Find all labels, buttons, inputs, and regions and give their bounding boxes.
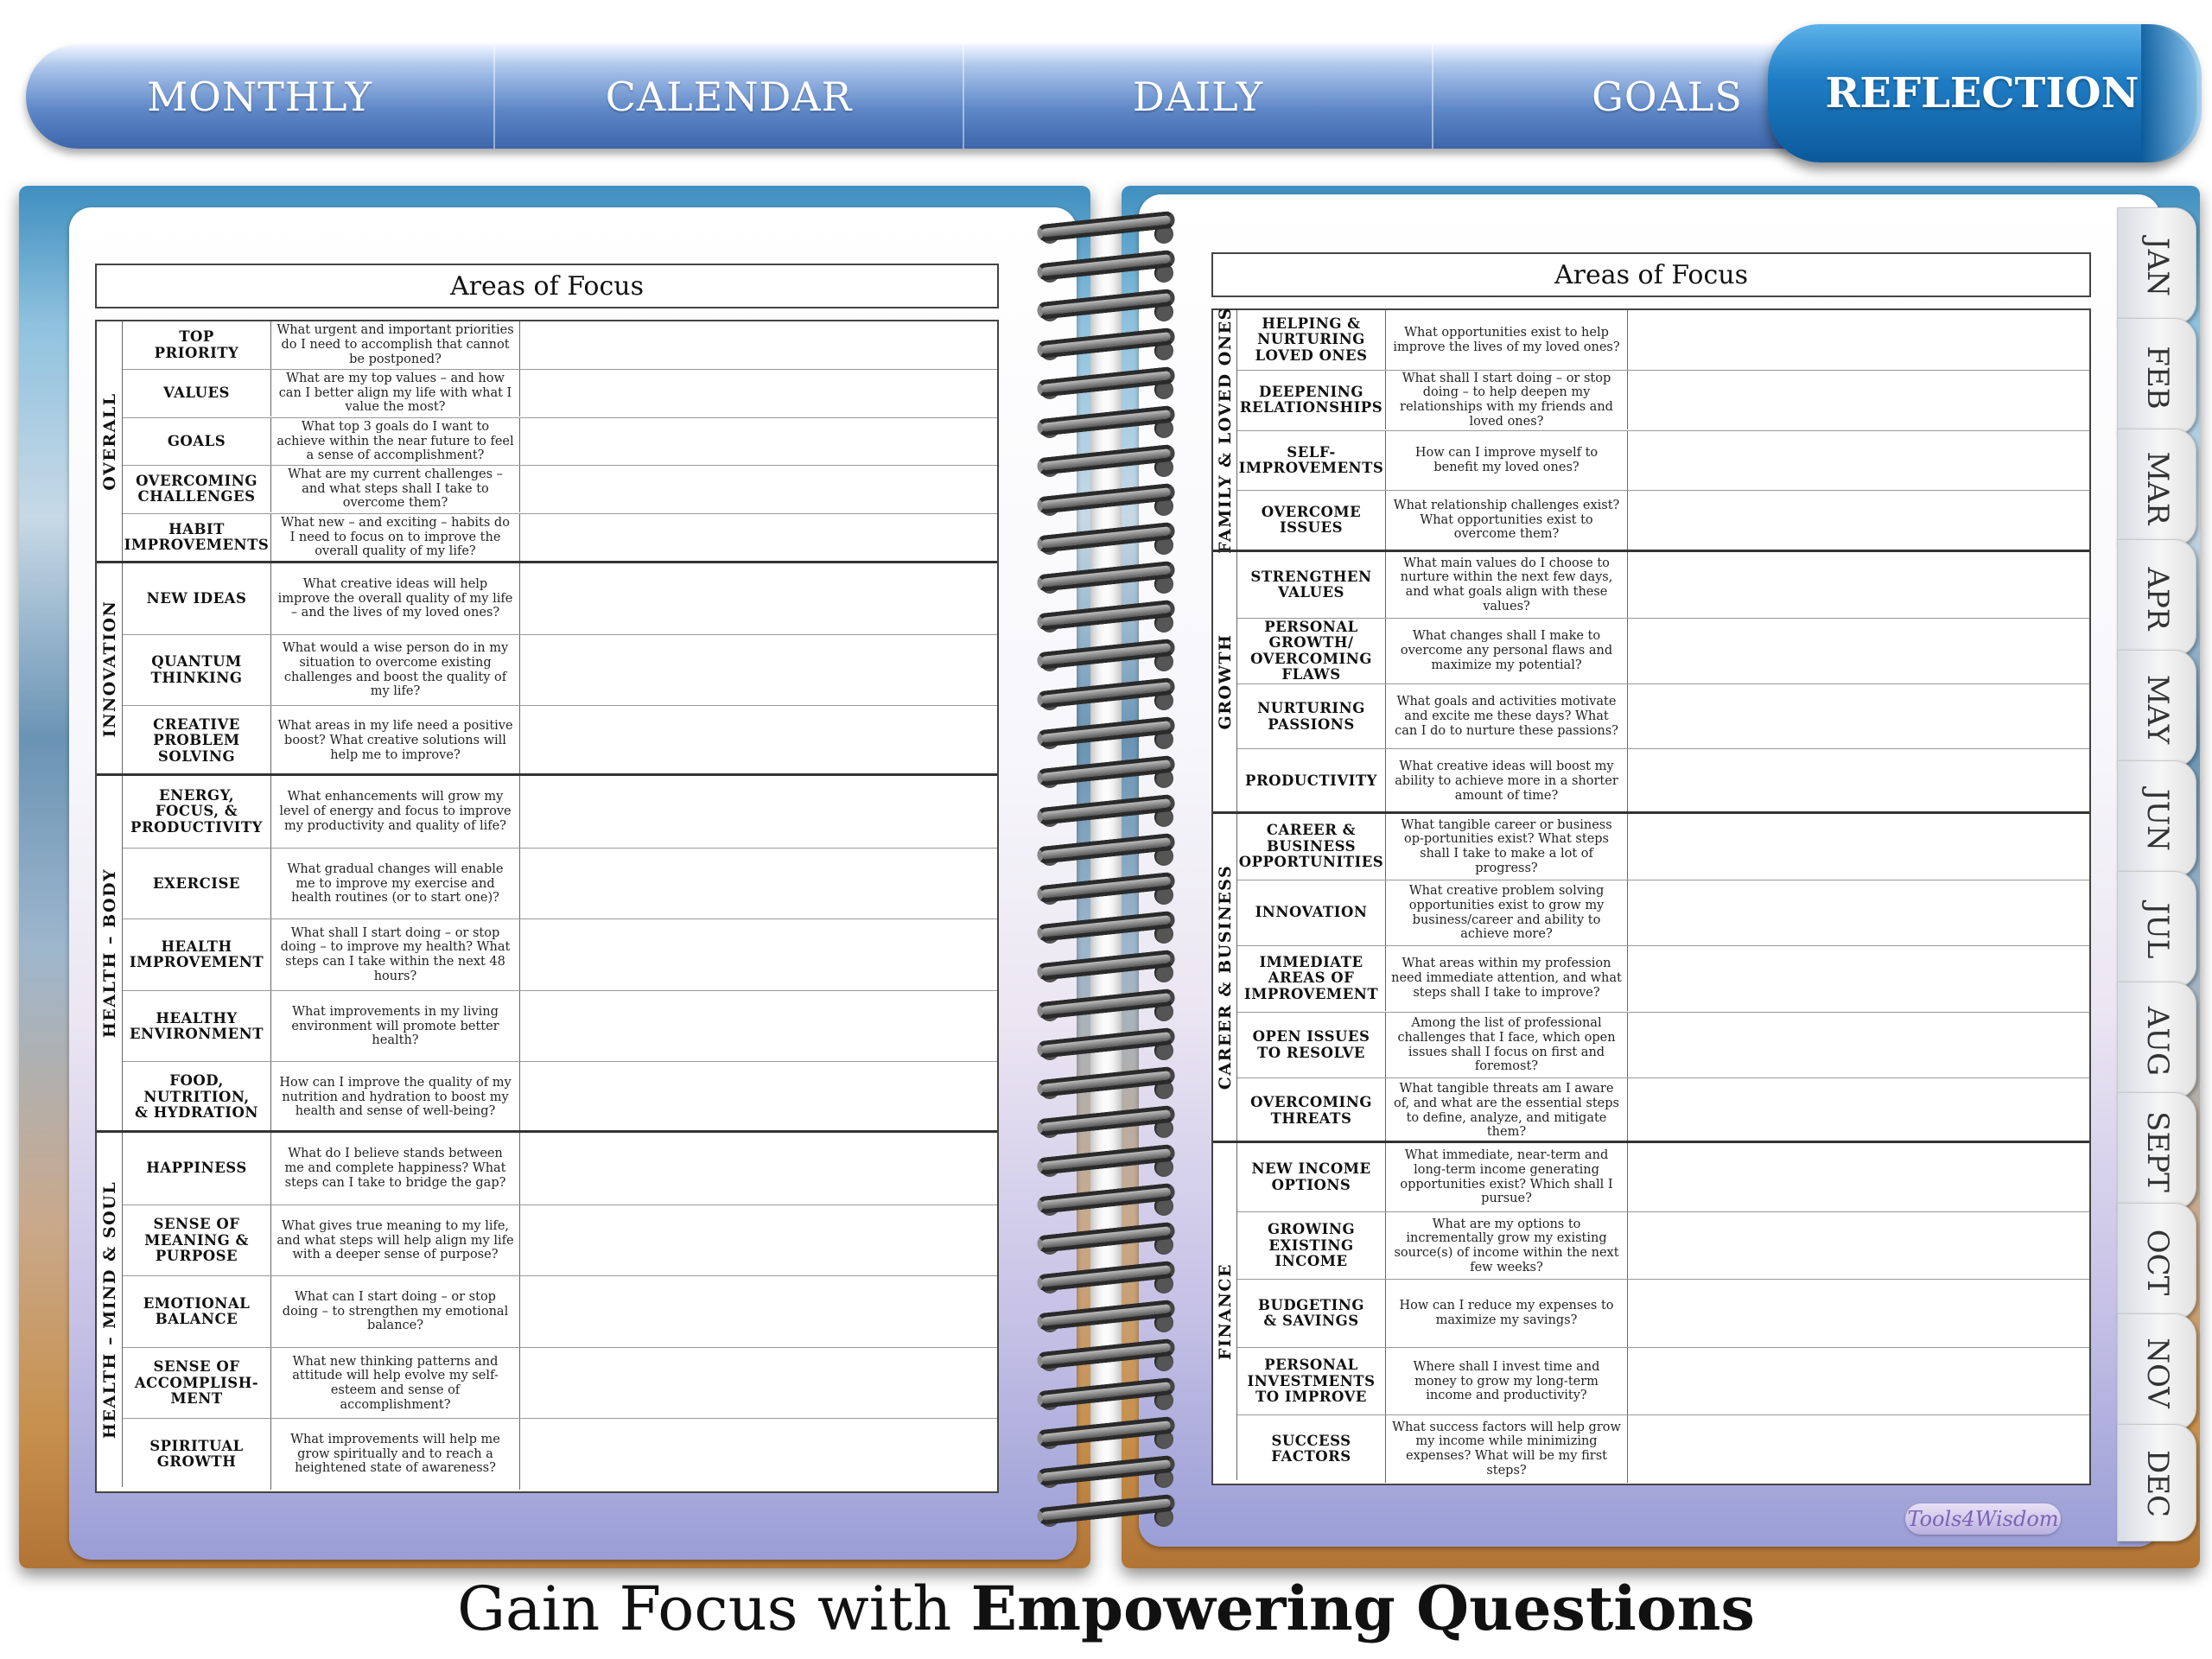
question-text: What creative ideas will boost my ability to achieve more in a shorter amount of time? <box>1386 749 1628 814</box>
topic-label: OVERCOMING CHALLENGES <box>123 466 271 512</box>
table-row <box>123 1133 997 1205</box>
section-label <box>97 321 123 561</box>
topic-label: SPIRITUAL GROWTH <box>123 1419 271 1490</box>
question-text: How can I reduce my expenses to maximize my savings? <box>1386 1280 1628 1347</box>
section-health-body <box>97 773 997 1130</box>
month-tab-jul[interactable] <box>2117 871 2196 988</box>
topic-label: SUCCESS FACTORS <box>1237 1415 1386 1483</box>
topic-label: OVERCOME ISSUES <box>1237 491 1386 550</box>
section-career-business <box>1213 811 2089 1141</box>
answer-field[interactable] <box>520 418 997 465</box>
month-tab-label: JAN <box>2140 238 2175 296</box>
topic-label: HABIT IMPROVEMENTS <box>123 514 271 561</box>
topic-label: OVERCOMING THREATS <box>1237 1078 1386 1143</box>
section-label-text: GROWTH <box>1215 633 1235 730</box>
question-text: What gradual changes will enable me to improve my exercise and health routines (or to start one)? <box>271 849 520 919</box>
answer-field[interactable] <box>520 514 997 561</box>
topic-label: GOALS <box>123 418 271 465</box>
table-row <box>1237 430 2089 490</box>
table-row <box>1237 945 2089 1011</box>
topic-label: NEW INCOME OPTIONS <box>1237 1143 1386 1211</box>
table-row <box>123 1347 997 1419</box>
month-tab-jun[interactable] <box>2117 760 2196 878</box>
section-label-text: HEALTH – BODY <box>99 868 119 1039</box>
topic-label: HELPING & NURTURING LOVED ONES <box>1237 310 1386 370</box>
section-label-text: FINANCE <box>1215 1263 1235 1360</box>
topic-label: NEW IDEAS <box>123 563 271 634</box>
topic-label: PERSONAL INVESTMENTS TO IMPROVE <box>1237 1348 1386 1415</box>
topic-label: CREATIVE PROBLEM SOLVING <box>123 706 271 776</box>
focus-table-left <box>95 320 999 1493</box>
answer-field[interactable] <box>520 706 997 776</box>
topic-label: SENSE OF MEANING & PURPOSE <box>123 1205 271 1276</box>
month-tab-label: DEC <box>2140 1449 2175 1518</box>
topic-label: PRODUCTIVITY <box>1237 749 1386 814</box>
answer-field[interactable] <box>520 635 997 705</box>
table-row <box>1237 1012 2089 1077</box>
answer-field[interactable] <box>520 776 997 848</box>
answer-field[interactable] <box>1628 1078 2089 1143</box>
answer-field[interactable] <box>520 1419 997 1490</box>
table-row <box>123 563 997 634</box>
month-tab-feb[interactable] <box>2117 318 2196 435</box>
question-text: What shall I start doing – or stop doing – to improve my health? What steps can I take within the next 48 hours? <box>271 919 520 990</box>
table-row <box>1237 1347 2089 1415</box>
topic-label: EXERCISE <box>123 849 271 919</box>
month-tab-label: MAY <box>2140 674 2175 745</box>
question-text: What tangible threats am I aware of, and what are the essential steps to define, analyze, and mitigate them? <box>1386 1078 1628 1143</box>
month-tab-label: MAR <box>2140 451 2175 525</box>
table-row <box>123 369 997 416</box>
topic-label: STRENGTHEN VALUES <box>1237 552 1386 618</box>
topic-label: DEEPENING RELATIONSHIPS <box>1237 371 1386 429</box>
section-label <box>1213 1143 1237 1480</box>
table-row <box>123 776 997 848</box>
topic-label: CAREER & BUSINESS OPPORTUNITIES <box>1237 814 1386 880</box>
table-row <box>1237 490 2089 550</box>
table-row <box>123 918 997 990</box>
tab-curl-decoration <box>2141 24 2202 162</box>
table-row <box>123 321 997 369</box>
section-growth <box>1213 550 2089 811</box>
question-text: What do I believe stands between me and complete happiness? What steps can I take to bridge the gap? <box>271 1133 520 1205</box>
answer-field[interactable] <box>1628 552 2089 618</box>
answer-field[interactable] <box>520 466 997 512</box>
table-row <box>123 848 997 919</box>
section-health-mind-soul <box>97 1130 997 1487</box>
question-text: What areas within my profession need immediate attention, and what steps shall I take to improve? <box>1386 946 1628 1011</box>
answer-field[interactable] <box>520 919 997 990</box>
answer-field[interactable] <box>1628 1348 2089 1415</box>
answer-field[interactable] <box>1628 619 2089 683</box>
answer-field[interactable] <box>1628 431 2089 490</box>
table-row <box>1237 310 2089 370</box>
caption-normal: Gain Focus with <box>457 1573 971 1644</box>
table-row <box>1237 618 2089 683</box>
section-innovation <box>97 561 997 773</box>
answer-field[interactable] <box>1628 1013 2089 1077</box>
month-tab-label: OCT <box>2140 1229 2175 1296</box>
topic-label: HEALTHY ENVIRONMENT <box>123 991 271 1062</box>
answer-field[interactable] <box>520 849 997 919</box>
section-label <box>97 1133 123 1487</box>
question-text: What changes shall I make to overcome any personal flaws and maximize my potential? <box>1386 619 1628 683</box>
nav-tab-calendar[interactable]: CALENDAR <box>495 45 964 149</box>
section-overall <box>97 321 997 561</box>
table-row <box>1237 880 2089 945</box>
answer-field[interactable] <box>1628 749 2089 814</box>
question-text: What creative problem solving opportunities exist to grow my business/career and ability to achieve more? <box>1386 880 1628 945</box>
answer-field[interactable] <box>1628 1415 2089 1483</box>
question-text: What would a wise person do in my situation to overcome existing challenges and boost the quality of my life? <box>271 635 520 705</box>
answer-field[interactable] <box>520 1276 997 1347</box>
right-page-title: Areas of Focus <box>1211 252 2091 297</box>
month-tab-apr[interactable] <box>2117 539 2196 657</box>
question-text: What relationship challenges exist? What opportunities exist to overcome them? <box>1386 491 1628 550</box>
question-text: Among the list of professional challenges that I face, which open issues shall I focus on first and foremost? <box>1386 1013 1628 1077</box>
table-row <box>123 634 997 705</box>
section-label <box>1213 814 1237 1141</box>
section-label <box>1213 306 1237 554</box>
nav-tab-reflection-label: REFLECTION <box>1825 69 2139 118</box>
answer-field[interactable] <box>1628 684 2089 749</box>
table-row <box>123 1275 997 1347</box>
month-tab-oct[interactable] <box>2117 1203 2196 1320</box>
table-row <box>123 1418 997 1490</box>
table-row <box>123 513 997 561</box>
table-row <box>1237 814 2089 880</box>
question-text: What are my top values – and how can I better align my life with what I value the most? <box>271 370 520 416</box>
section-finance <box>1213 1141 2089 1480</box>
table-row <box>1237 748 2089 814</box>
month-tab-label: JUL <box>2140 902 2175 959</box>
month-tab-aug[interactable] <box>2117 982 2196 1099</box>
question-text: What new – and exciting – habits do I need to focus on to improve the overall quality of my life? <box>271 514 520 561</box>
topic-label: HAPPINESS <box>123 1133 271 1205</box>
answer-field[interactable] <box>1628 946 2089 1011</box>
table-row <box>1237 683 2089 749</box>
question-text: What tangible career or business op-portunities exist? What steps shall I take to make a lot of progress? <box>1386 814 1628 880</box>
topic-label: SELF- IMPROVEMENTS <box>1237 431 1386 490</box>
table-row <box>1237 1211 2089 1280</box>
spiral-binding <box>1028 207 1184 1547</box>
table-row <box>1237 1143 2089 1211</box>
section-label-text: OVERALL <box>99 391 119 491</box>
month-tab-sept[interactable] <box>2117 1092 2196 1210</box>
topic-label: HEALTH IMPROVEMENT <box>123 919 271 990</box>
question-text: What success factors will help grow my income while minimizing expenses? What will be my first steps? <box>1386 1415 1628 1483</box>
question-text: What areas in my life need a positive boost? What creative solutions will help me to improve? <box>271 706 520 776</box>
answer-field[interactable] <box>520 991 997 1062</box>
topic-label: INNOVATION <box>1237 880 1386 945</box>
answer-field[interactable] <box>520 1205 997 1276</box>
question-text: What can I start doing – or stop doing – to strengthen my emotional balance? <box>271 1276 520 1347</box>
month-tabs <box>2117 207 2196 1555</box>
table-row <box>123 465 997 512</box>
question-text: What enhancements will grow my level of energy and focus to improve my productivity and quality of life? <box>271 776 520 848</box>
topic-label: PERSONAL GROWTH/ OVERCOMING FLAWS <box>1237 619 1386 683</box>
table-row <box>1237 552 2089 618</box>
question-text: Where shall I invest time and money to grow my long-term income and productivity? <box>1386 1348 1628 1415</box>
month-tab-may[interactable] <box>2117 650 2196 767</box>
topic-label: GROWING EXISTING INCOME <box>1237 1212 1386 1280</box>
left-page-title: Areas of Focus <box>95 264 999 308</box>
topic-label: IMMEDIATE AREAS OF IMPROVEMENT <box>1237 946 1386 1011</box>
answer-field[interactable] <box>1628 371 2089 429</box>
question-text: What shall I start doing – or stop doing – to help deepen my relationships with my friends and loved ones? <box>1386 371 1628 429</box>
question-text: What opportunities exist to help improve the lives of my loved ones? <box>1386 310 1628 370</box>
answer-field[interactable] <box>1628 1280 2089 1347</box>
topic-label: TOP PRIORITY <box>123 321 271 369</box>
section-label <box>1213 552 1237 811</box>
caption-bold: Empowering Questions <box>970 1573 1755 1644</box>
nav-tab-reflection-active[interactable] <box>1768 24 2196 162</box>
answer-field[interactable] <box>1628 880 2089 945</box>
question-text: What gives true meaning to my life, and what steps will help align my life with a deeper sense of purpose? <box>271 1205 520 1276</box>
caption <box>0 1573 2212 1644</box>
topic-label: VALUES <box>123 370 271 416</box>
question-text: What top 3 goals do I want to achieve within the near future to feel a sense of accomplishment? <box>271 418 520 465</box>
section-label <box>97 776 123 1130</box>
answer-field[interactable] <box>1628 491 2089 550</box>
section-label-text: FAMILY & LOVED ONES <box>1215 306 1235 554</box>
table-row <box>1237 370 2089 429</box>
answer-field[interactable] <box>520 1133 997 1205</box>
month-tab-mar[interactable] <box>2117 429 2196 546</box>
month-tab-jan[interactable] <box>2117 207 2196 325</box>
answer-field[interactable] <box>1628 1143 2089 1211</box>
nav-tab-goals[interactable]: GOALS <box>1592 73 1743 120</box>
month-tab-label: NOV <box>2140 1338 2175 1408</box>
question-text: What improvements will help me grow spiritually and to reach a heightened state of awareness? <box>271 1419 520 1490</box>
answer-field[interactable] <box>1628 310 2089 370</box>
answer-field[interactable] <box>520 370 997 416</box>
brand-logo: Tools4Wisdom <box>1905 1503 2061 1535</box>
month-tab-label: FEB <box>2140 346 2175 410</box>
topic-label: SENSE OF ACCOMPLISH- MENT <box>123 1348 271 1419</box>
focus-table-right <box>1211 308 2091 1485</box>
topic-label: QUANTUM THINKING <box>123 635 271 705</box>
answer-field[interactable] <box>1628 814 2089 880</box>
question-text: What are my current challenges – and what steps shall I take to overcome them? <box>271 466 520 512</box>
question-text: What immediate, near-term and long-term income generating opportunities exist? Which shall I pursue? <box>1386 1143 1628 1211</box>
question-text: What are my options to incrementally grow my existing source(s) of income within the next few weeks? <box>1386 1212 1628 1280</box>
topic-label: FOOD, NUTRITION, & HYDRATION <box>123 1062 271 1133</box>
section-family-loved-ones <box>1213 306 2089 554</box>
table-row <box>123 990 997 1062</box>
answer-field[interactable] <box>1628 1212 2089 1280</box>
section-label-text: HEALTH – MIND & SOUL <box>99 1180 119 1440</box>
topic-label: ENERGY, FOCUS, & PRODUCTIVITY <box>123 776 271 848</box>
month-tab-label: AUG <box>2140 1006 2175 1077</box>
month-tab-dec[interactable] <box>2117 1424 2196 1541</box>
month-tab-nov[interactable] <box>2117 1313 2196 1431</box>
section-label-text: CAREER & BUSINESS <box>1215 864 1235 1090</box>
question-text: What improvements in my living environment will promote better health? <box>271 991 520 1062</box>
question-text: What main values do I choose to nurture within the next few days, and what goals align with these values? <box>1386 552 1628 618</box>
answer-field[interactable] <box>520 563 997 634</box>
question-text: What urgent and important priorities do I need to accomplish that cannot be postponed? <box>271 321 520 369</box>
table-row <box>123 1061 997 1133</box>
question-text: What goals and activities motivate and excite me these days? What can I do to nurture these passions? <box>1386 684 1628 749</box>
month-tab-label: APR <box>2140 567 2175 631</box>
answer-field[interactable] <box>520 1348 997 1419</box>
topic-label: NURTURING PASSIONS <box>1237 684 1386 749</box>
answer-field[interactable] <box>520 321 997 369</box>
month-tab-label: JUN <box>2140 788 2175 852</box>
question-text: How can I improve myself to benefit my loved ones? <box>1386 431 1628 490</box>
table-row <box>1237 1279 2089 1347</box>
table-row <box>123 705 997 776</box>
question-text: What creative ideas will help improve the overall quality of my life – and the lives of my loved ones? <box>271 563 520 634</box>
topic-label: EMOTIONAL BALANCE <box>123 1276 271 1347</box>
topic-label: OPEN ISSUES TO RESOLVE <box>1237 1013 1386 1077</box>
section-label <box>97 563 123 773</box>
nav-tab-monthly[interactable]: MONTHLY <box>26 45 495 149</box>
answer-field[interactable] <box>520 1062 997 1133</box>
section-label-text: INNOVATION <box>99 600 119 737</box>
table-row <box>1237 1077 2089 1143</box>
topic-label: BUDGETING & SAVINGS <box>1237 1280 1386 1347</box>
question-text: How can I improve the quality of my nutrition and hydration to boost my health and sense of well-being? <box>271 1062 520 1133</box>
nav-tab-daily[interactable]: DAILY <box>964 45 1433 149</box>
month-tab-label: SEPT <box>2140 1111 2175 1192</box>
table-row <box>123 1205 997 1276</box>
table-row <box>1237 1414 2089 1483</box>
table-row <box>123 417 997 465</box>
question-text: What new thinking patterns and attitude will help evolve my self-esteem and sense of accomplishment? <box>271 1348 520 1419</box>
